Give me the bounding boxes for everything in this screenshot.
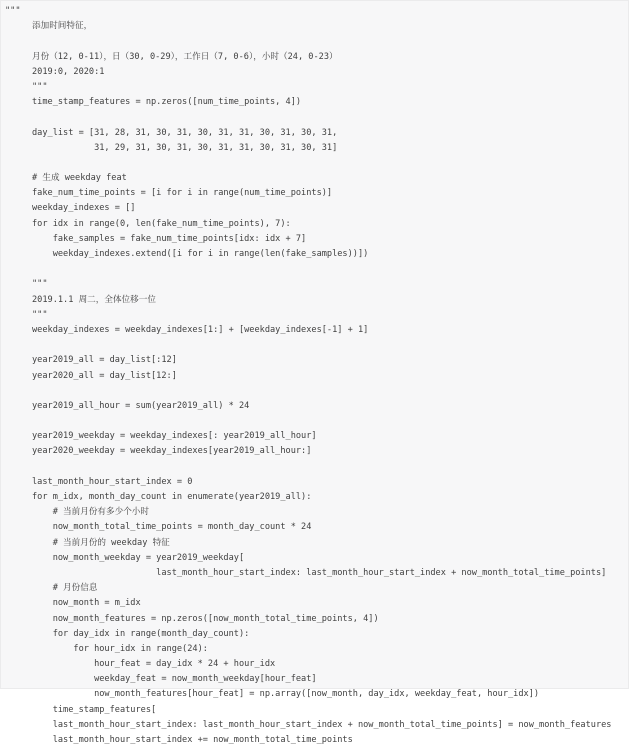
code-line: year2020_weekday = weekday_indexes[year2019_all_hour:] <box>32 446 312 457</box>
code-line: # 当前月份有多少个小时 <box>32 507 149 518</box>
code-line: last_month_hour_start_index: last_month_hour_start_index + now_month_total_time_points] = now_month_features <box>32 719 612 730</box>
code-line: last_month_hour_start_index: last_month_hour_start_index + now_month_total_time_points] <box>32 567 607 578</box>
code-line: year2019_all = day_list[:12] <box>32 355 177 366</box>
code-line <box>1 338 611 353</box>
code-line: now_month_features = np.zeros([now_month_total_time_points, 4]) <box>32 613 379 624</box>
code-line: time_stamp_features = np.zeros([num_time_points, 4]) <box>32 97 302 108</box>
code-line: last_month_hour_start_index += now_month_total_time_points <box>32 735 353 745</box>
code-line: time_stamp_features[ <box>32 704 157 715</box>
code-line: for day_idx in range(month_day_count): <box>32 628 250 639</box>
code-line: year2019_all_hour = sum(year2019_all) * 24 <box>32 400 250 411</box>
code-line: fake_num_time_points = [i for i in range(num_time_points)] <box>32 188 333 199</box>
code-line: now_month_total_time_points = month_day_count * 24 <box>32 522 312 533</box>
code-line: year2020_all = day_list[12:] <box>32 370 177 381</box>
code-line: weekday_indexes = weekday_indexes[1:] + [weekday_indexes[-1] + 1] <box>32 324 369 335</box>
code-line: # 生成 weekday feat <box>32 173 127 184</box>
code-line: for hour_idx in range(24): <box>32 643 208 654</box>
code-line: for idx in range(0, len(fake_num_time_points), 7): <box>32 218 291 229</box>
code-line: now_month = m_idx <box>32 598 141 609</box>
code-line <box>1 262 611 277</box>
code-line: # 当前月份的 weekday 特征 <box>32 537 170 548</box>
code-line: now_month_features[hour_feat] = np.array([now_month, day_idx, weekday_feat, hour_idx]) <box>32 689 540 700</box>
code-line: 月份（12, 0-11），日（30, 0-29），工作日（7, 0-6），小时（24, 0-23） <box>32 51 338 62</box>
code-line: 添加时间特征， <box>32 21 93 32</box>
code-lines <box>1 4 611 748</box>
code-line <box>1 110 611 125</box>
code-line <box>1 460 611 475</box>
code-line <box>1 384 611 399</box>
code-line: now_month_weekday = year2019_weekday[ <box>32 552 245 563</box>
code-line: 31, 29, 31, 30, 31, 30, 31, 31, 30, 31, 30, 31] <box>32 142 338 153</box>
code-line <box>1 414 611 429</box>
code-line: for m_idx, month_day_count in enumerate(year2019_all): <box>32 492 312 502</box>
code-line: hour_feat = day_idx * 24 + hour_idx <box>32 659 276 670</box>
code-line: """ <box>32 81 48 92</box>
code-line <box>1 156 611 171</box>
code-line: fake_samples = fake_num_time_points[idx: idx + 7] <box>32 233 307 244</box>
code-line: weekday_indexes = [] <box>32 203 136 214</box>
code-line: last_month_hour_start_index = 0 <box>32 476 193 487</box>
code-line: day_list = [31, 28, 31, 30, 31, 30, 31, 31, 30, 31, 30, 31, <box>32 127 338 138</box>
code-line: """ <box>5 6 21 16</box>
code-line: """ <box>32 309 48 320</box>
code-line: 2019:0, 2020:1 <box>32 66 105 77</box>
code-line: year2019_weekday = weekday_indexes[: year2019_all_hour] <box>32 431 317 442</box>
code-line <box>1 34 611 49</box>
code-line: 2019.1.1 周二，全体位移一位 <box>32 294 156 305</box>
code-line: weekday_indexes.extend([i for i in range(len(fake_samples))]) <box>32 249 369 259</box>
code-line: """ <box>32 279 48 290</box>
code-line: weekday_feat = now_month_weekday[hour_feat] <box>32 674 317 685</box>
code-line: # 月份信息 <box>32 583 98 594</box>
